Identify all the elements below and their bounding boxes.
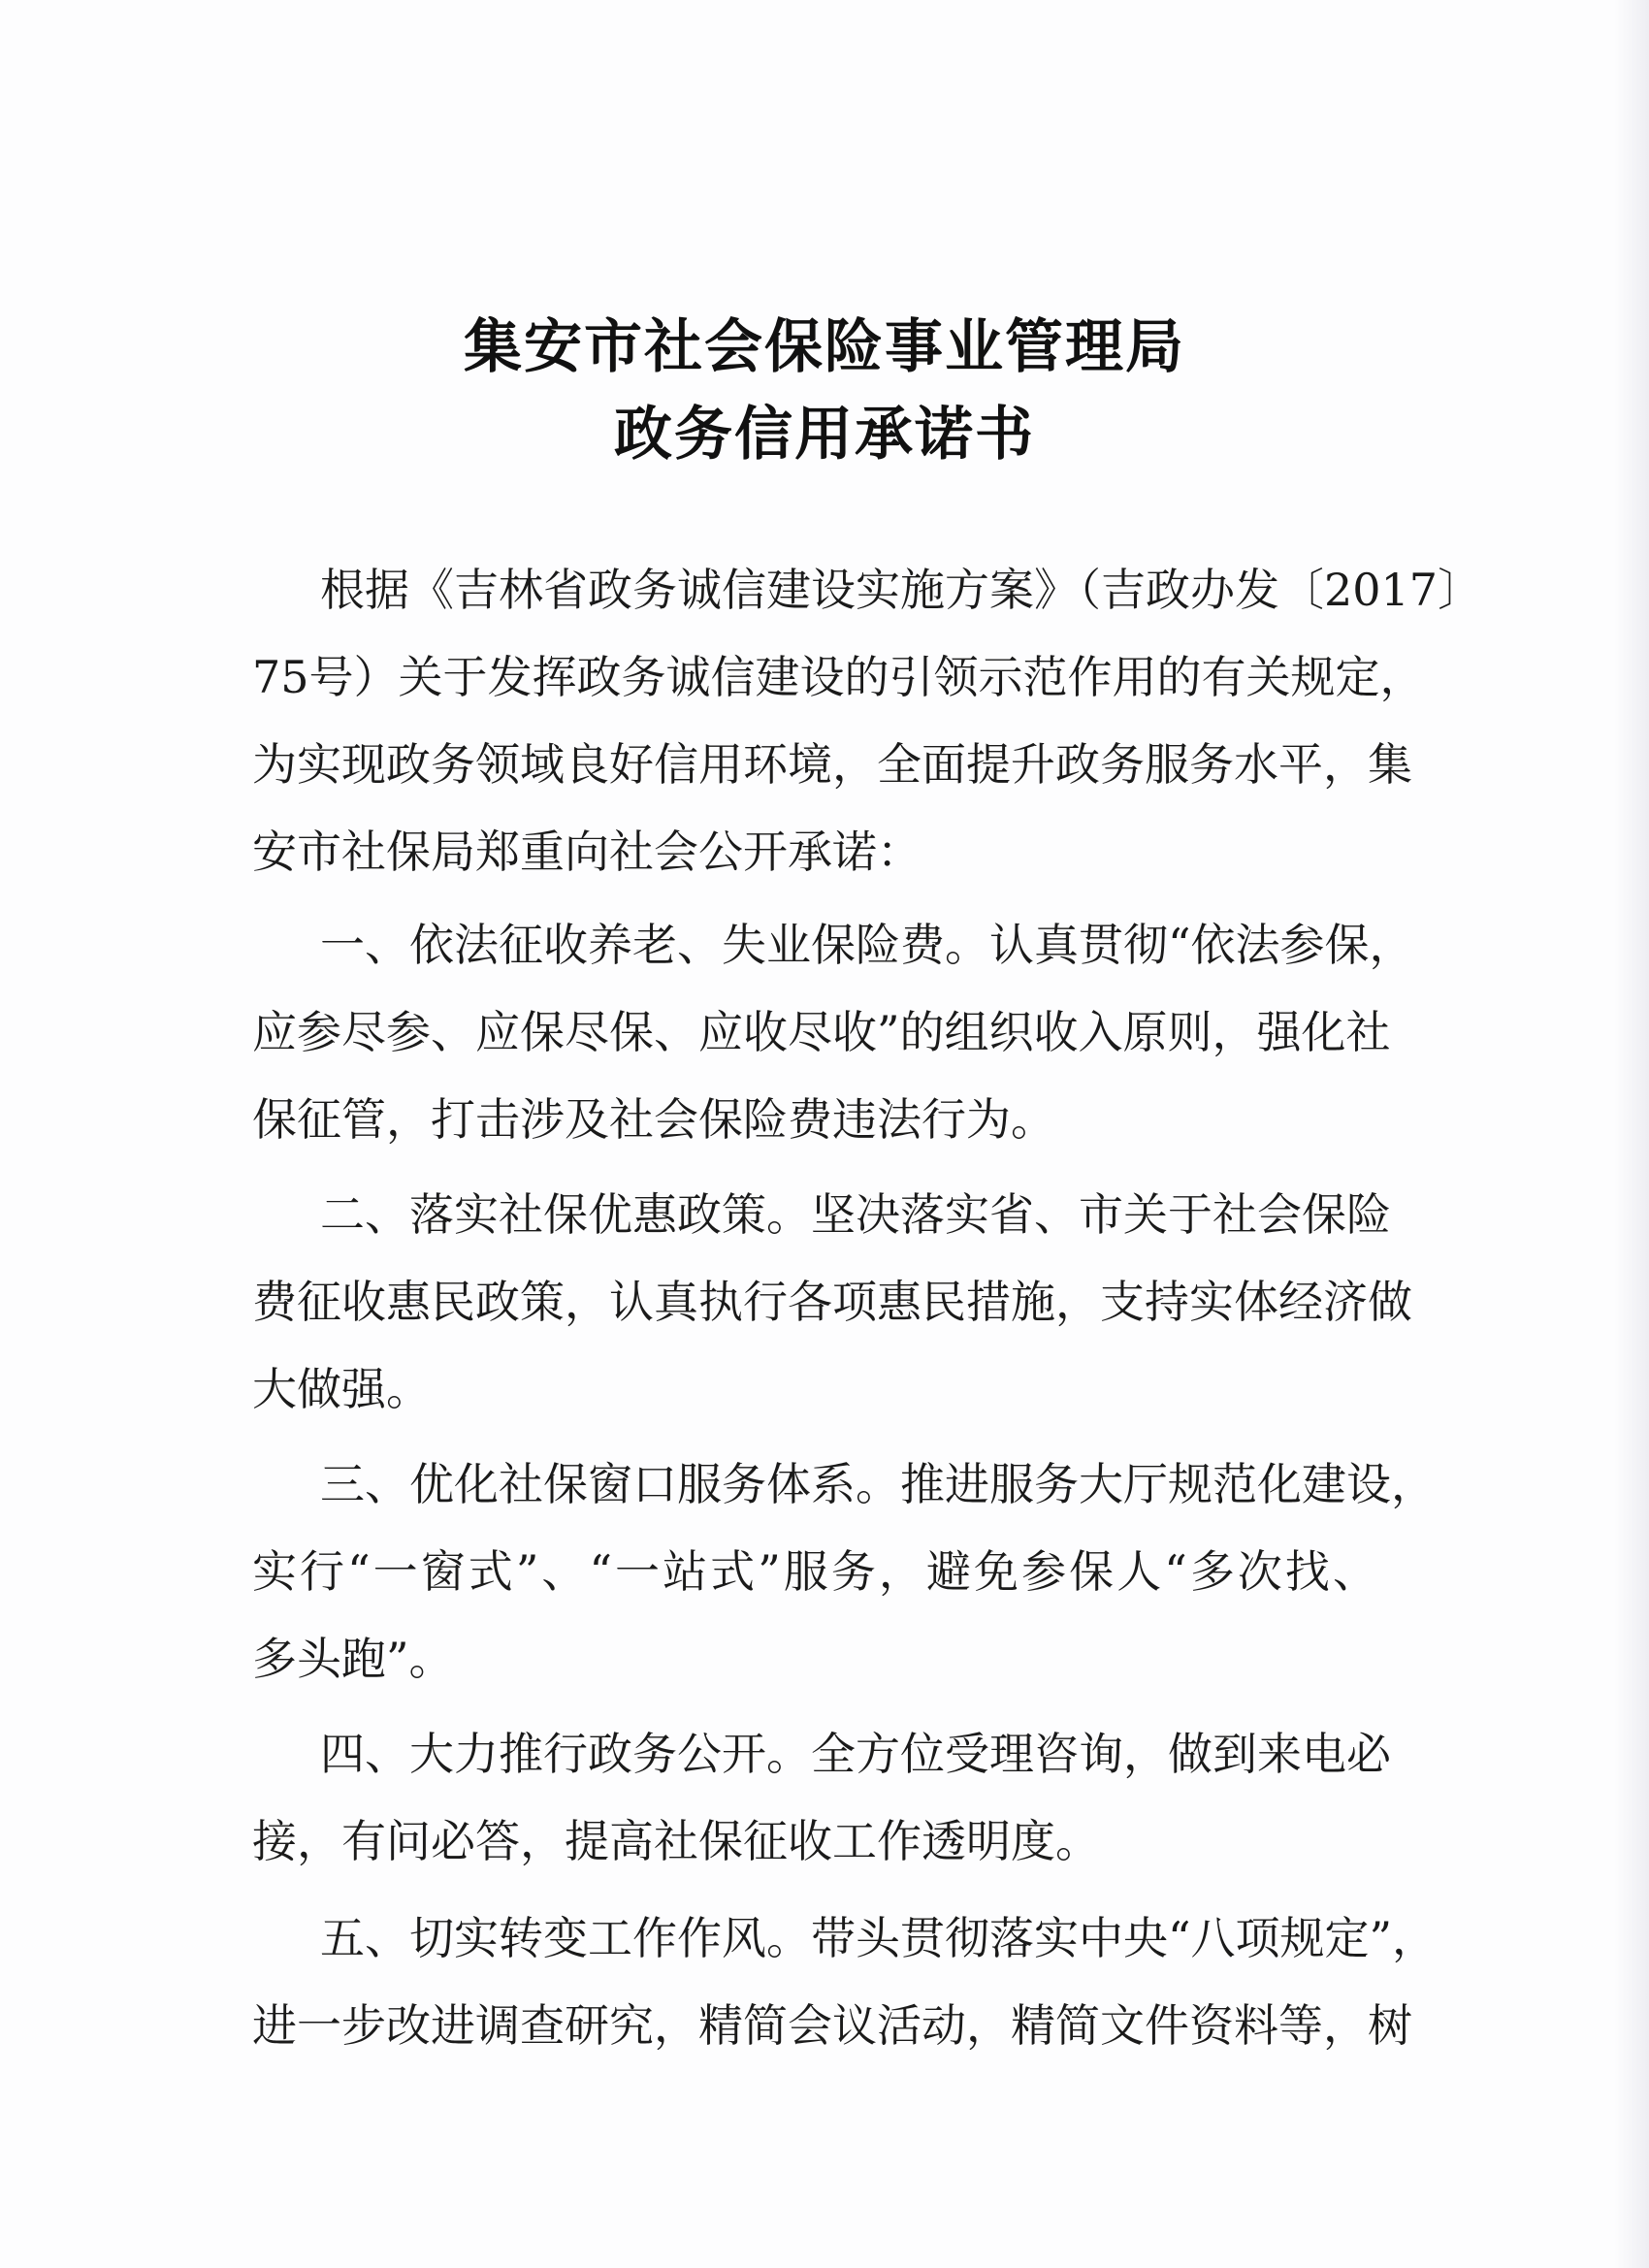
item-3-line-2: 实行“一窗式”、“一站式”服务，避免参保人“多次找、 xyxy=(252,1545,1377,1598)
paragraph-intro-line-4: 安市社保局郑重向社会公开承诺： xyxy=(252,826,922,878)
item-2-line-2: 费征收惠民政策，认真执行各项惠民措施，支持实体经济做 xyxy=(252,1276,1412,1328)
document-title-line-1: 集安市社会保险事业管理局 xyxy=(464,313,1185,381)
paragraph-intro-line-2: 75号）关于发挥政务诚信建设的引领示范作用的有关规定， xyxy=(252,651,1425,703)
item-3-line-3: 多头跑”。 xyxy=(252,1633,454,1685)
item-4-line-2: 接，有问必答，提高社保征收工作透明度。 xyxy=(252,1815,1100,1867)
item-4-line-1: 四、大力推行政务公开。全方位受理咨询，做到来电必 xyxy=(320,1728,1391,1780)
document-title-line-2: 政务信用承诺书 xyxy=(614,401,1035,469)
item-1-line-2: 应参尽参、应保尽保、应收尽收”的组织收入原则，强化社 xyxy=(252,1006,1391,1058)
paragraph-intro-line-3: 为实现政务领域良好信用环境，全面提升政务服务水平，集 xyxy=(252,738,1412,791)
item-1-line-3: 保征管，打击涉及社会保险费违法行为。 xyxy=(252,1093,1055,1146)
item-2-line-1: 二、落实社保优惠政策。坚决落实省、市关于社会保险 xyxy=(320,1188,1391,1241)
item-1-line-1: 一、依法征收养老、失业保险费。认真贯彻“依法参保， xyxy=(320,919,1414,971)
paragraph-intro-line-1: 根据《吉林省政务诚信建设实施方案》（吉政办发〔2017〕 xyxy=(320,564,1483,616)
item-3-line-1: 三、优化社保窗口服务体系。推进服务大厅规范化建设， xyxy=(320,1458,1436,1510)
item-5-line-2: 进一步改进调查研究，精简会议活动，精简文件资料等，树 xyxy=(252,1999,1412,2052)
item-2-line-3: 大做强。 xyxy=(252,1363,431,1415)
item-5-line-1: 五、切实转变工作作风。带头贯彻落实中央“八项规定”， xyxy=(320,1912,1438,1964)
